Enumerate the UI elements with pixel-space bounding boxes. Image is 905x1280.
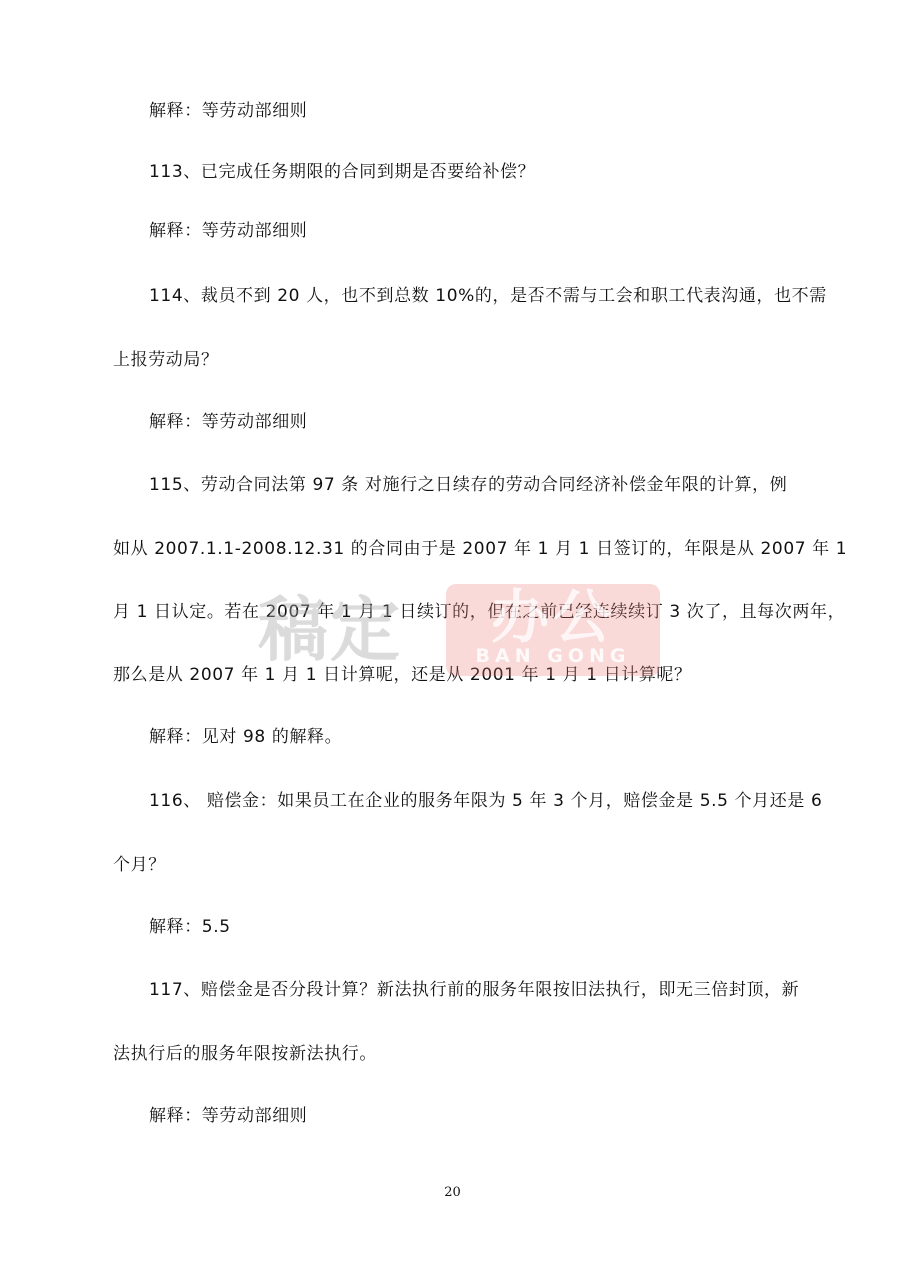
question-115-line-2: 如从 2007.1.1-2008.12.31 的合同由于是 2007 年 1 月 1 日签订的，年限是从 2007 年 1	[113, 539, 848, 559]
answer-line: 解释：等劳动部细则	[149, 1106, 308, 1126]
question-117-line-1: 117、赔偿金是否分段计算？新法执行前的服务年限按旧法执行，即无三倍封顶，新	[149, 980, 800, 1000]
question-114-line-1: 114、裁员不到 20 人，也不到总数 10%的，是否不需与工会和职工代表沟通，也不需	[149, 286, 827, 306]
answer-line: 解释：等劳动部细则	[149, 221, 308, 241]
watermark-logo	[258, 584, 660, 676]
question-115-line-1: 115、劳动合同法第 97 条 对施行之日续存的劳动合同经济补偿金年限的计算，例	[149, 475, 788, 495]
question-115-line-4: 那么是从 2007 年 1 月 1 日计算呢，还是从 2001 年 1 月 1 日计算呢？	[113, 665, 692, 685]
answer-line: 解释：等劳动部细则	[149, 101, 308, 121]
answer-line: 解释：等劳动部细则	[149, 412, 308, 432]
question-113: 113、已完成任务期限的合同到期是否要给补偿？	[149, 162, 536, 182]
question-114-line-2: 上报劳动局？	[113, 350, 219, 370]
watermark-box-subtext: BAN GONG	[475, 645, 631, 667]
watermark-box-text: 办公	[490, 583, 615, 651]
answer-line: 解释：5.5	[149, 917, 231, 937]
question-116-line-2: 个月？	[113, 855, 166, 875]
question-117-line-2: 法执行后的服务年限按新法执行。	[113, 1044, 377, 1064]
page-number: 20	[444, 1185, 461, 1200]
question-116-line-1: 116、 赔偿金：如果员工在企业的服务年限为 5 年 3 个月，赔偿金是 5.5 个月还是 6	[149, 791, 823, 811]
answer-line: 解释：见对 98 的解释。	[149, 727, 343, 747]
question-115-line-3: 月 1 日认定。若在 2007 年 1 月 1 日续订的，但在之前已经连续续订 3 次了，且每次两年，	[113, 602, 846, 622]
watermark-box	[446, 584, 660, 676]
watermark-left-text: 稿定	[258, 589, 402, 671]
